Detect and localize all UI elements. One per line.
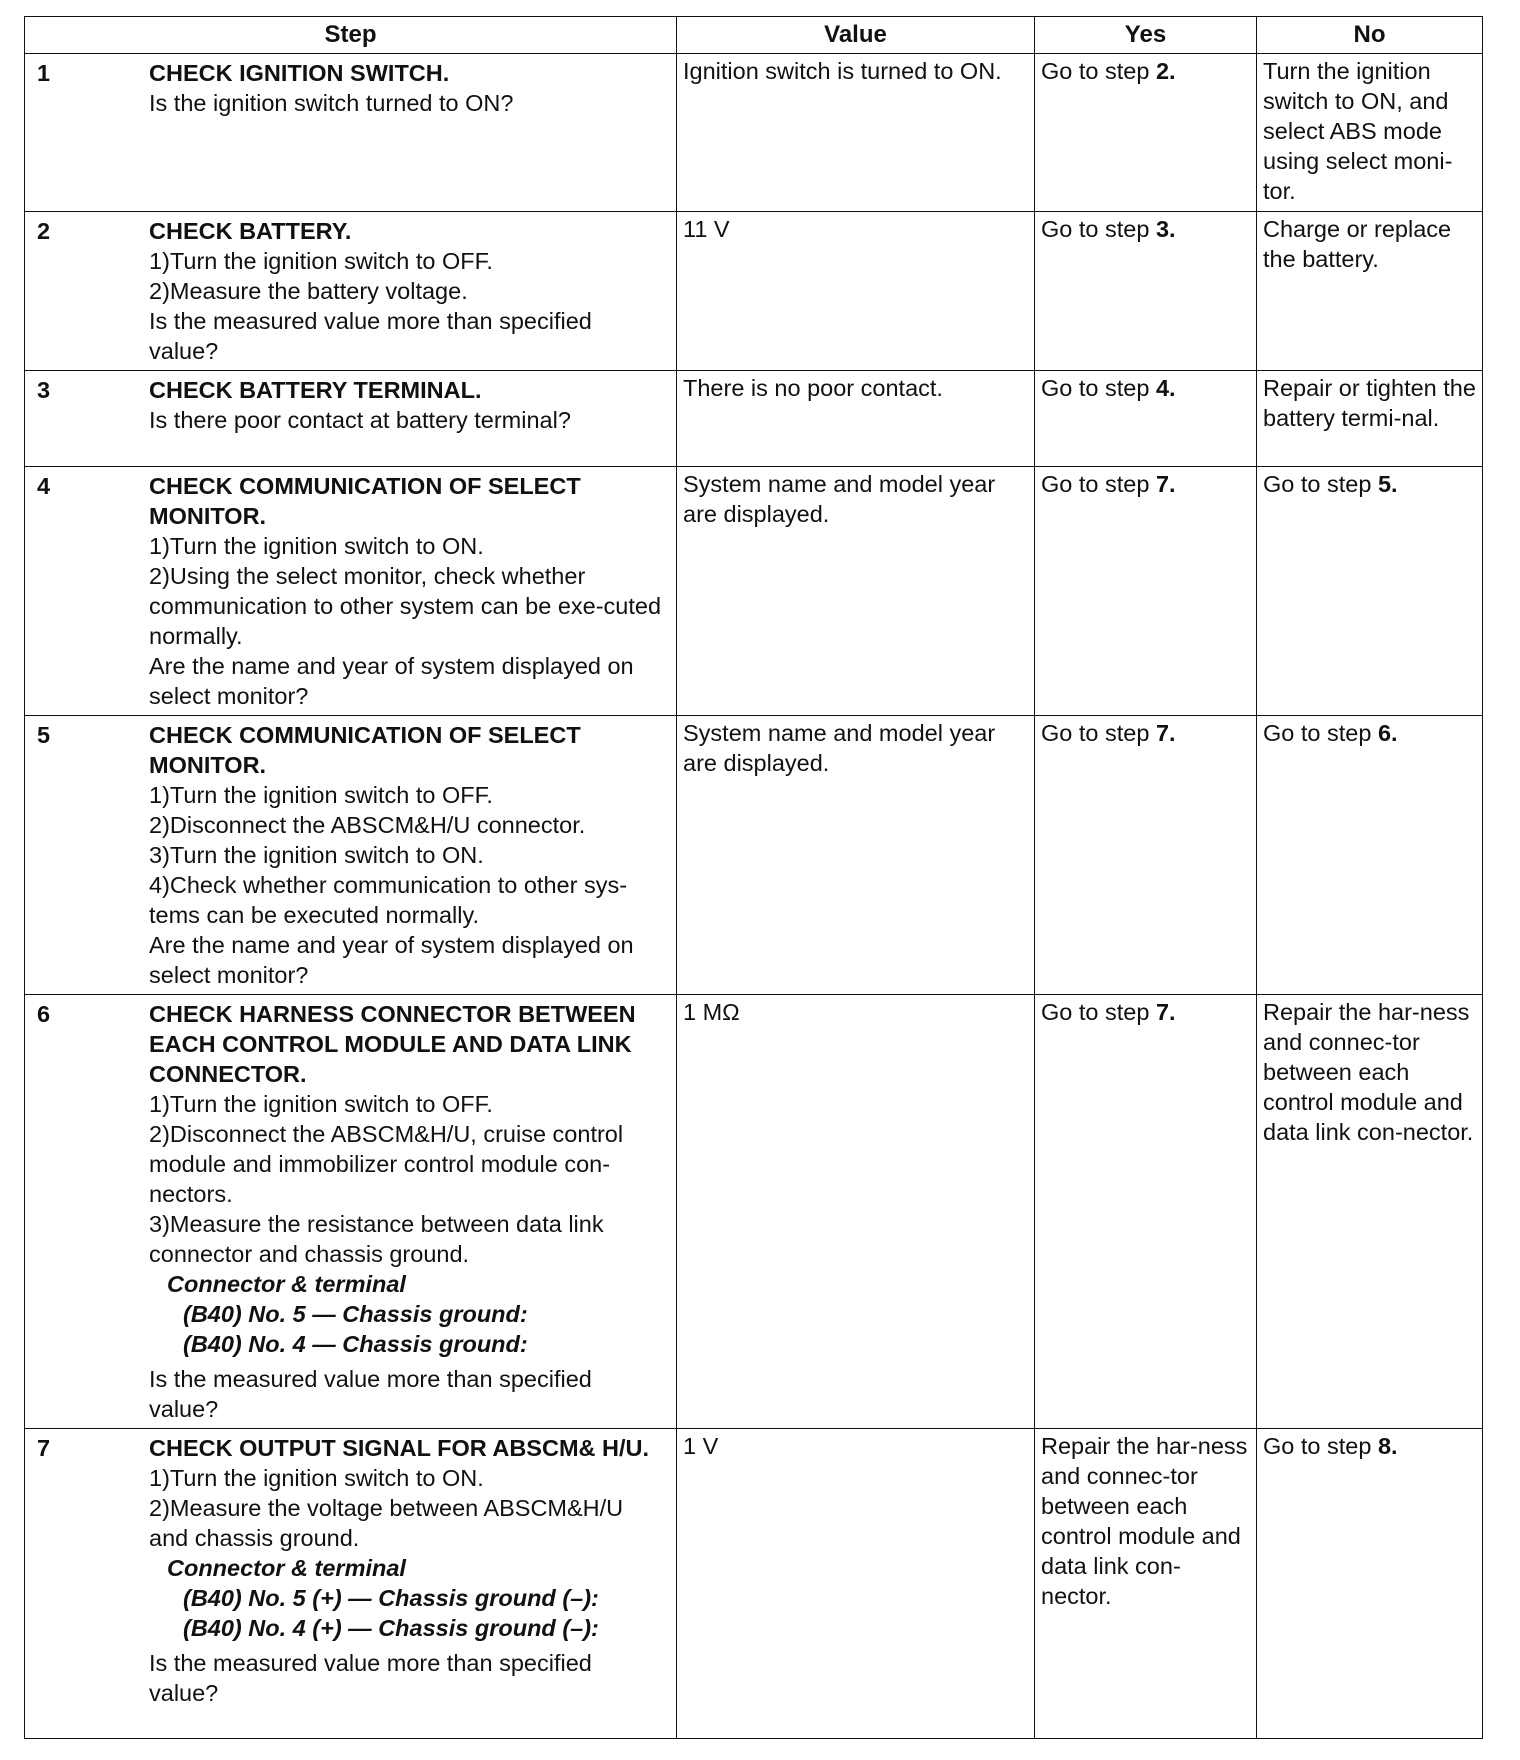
header-step: Step xyxy=(25,17,677,54)
value-cell: System name and model year are displayed. xyxy=(677,467,1035,716)
step-number: 7 xyxy=(37,1435,51,1461)
step-cell xyxy=(25,716,677,995)
step-line: 2)Disconnect the ABSCM&H/U, cruise control module and immobilizer control module con-nectors. xyxy=(149,1121,624,1207)
yes-prefix: Go to step xyxy=(1041,471,1156,497)
connector-terminal-heading: Connector & terminal xyxy=(167,1271,406,1297)
step-cell xyxy=(25,1429,677,1739)
yes-step-link: 7. xyxy=(1155,720,1176,746)
yes-cell xyxy=(1035,54,1257,212)
step-line: 2)Disconnect the ABSCM&H/U connector. xyxy=(149,812,586,838)
no-cell: Repair or tighten the battery termi-nal. xyxy=(1257,371,1483,467)
no-prefix: Go to step xyxy=(1263,471,1378,497)
connector-terminal-heading: Connector & terminal xyxy=(167,1555,406,1581)
yes-prefix: Go to step xyxy=(1041,58,1156,84)
value-cell: System name and model year are displayed. xyxy=(677,716,1035,995)
step-line: 1)Turn the ignition switch to ON. xyxy=(149,1465,484,1491)
step-line: 1)Turn the ignition switch to OFF. xyxy=(149,1091,493,1117)
step-title: CHECK BATTERY TERMINAL. xyxy=(149,377,482,403)
yes-step-link: 3. xyxy=(1155,216,1176,242)
value-cell: Ignition switch is turned to ON. xyxy=(677,54,1035,212)
step-line: 2)Measure the battery voltage. xyxy=(149,278,468,304)
table-row xyxy=(25,716,1483,995)
step-cell xyxy=(25,54,677,212)
step-number: 4 xyxy=(37,473,51,499)
step-number: 2 xyxy=(37,218,51,244)
no-cell xyxy=(1257,467,1483,716)
yes-prefix: Go to step xyxy=(1041,720,1156,746)
step-line: 2)Measure the voltage between ABSCM&H/U and chassis ground. xyxy=(149,1495,624,1551)
no-step-link: 8. xyxy=(1377,1433,1398,1459)
step-title: CHECK OUTPUT SIGNAL FOR ABSCM& H/U. xyxy=(149,1435,650,1461)
step-title: CHECK COMMUNICATION OF SELECT MONITOR. xyxy=(149,722,581,778)
diagnostic-table xyxy=(24,16,1483,1739)
yes-cell xyxy=(1035,467,1257,716)
header-yes: Yes xyxy=(1035,17,1257,54)
header-no: No xyxy=(1257,17,1483,54)
step-line: 3)Measure the resistance between data link connector and chassis ground. xyxy=(149,1211,604,1267)
step-line: 3)Turn the ignition switch to ON. xyxy=(149,842,484,868)
step-title: CHECK BATTERY. xyxy=(149,218,352,244)
step-line: Is the measured value more than specified value? xyxy=(149,308,592,364)
step-question: Is the measured value more than specified value? xyxy=(149,1366,592,1422)
yes-step-link: 2. xyxy=(1155,58,1176,84)
step-line: Is the ignition switch turned to ON? xyxy=(149,90,514,116)
yes-step-link: 7. xyxy=(1155,999,1176,1025)
step-cell xyxy=(25,467,677,716)
step-line: 1)Turn the ignition switch to OFF. xyxy=(149,248,493,274)
table-row xyxy=(25,371,1483,467)
no-cell: Turn the ignition switch to ON, and select ABS mode using select moni-tor. xyxy=(1257,54,1483,212)
yes-step-link: 7. xyxy=(1155,471,1176,497)
step-number: 1 xyxy=(37,60,51,86)
table-row xyxy=(25,212,1483,371)
no-step-link: 5. xyxy=(1377,471,1398,497)
no-cell: Charge or replace the battery. xyxy=(1257,212,1483,371)
no-cell xyxy=(1257,716,1483,995)
step-cell xyxy=(25,212,677,371)
yes-cell xyxy=(1035,995,1257,1429)
yes-cell xyxy=(1035,716,1257,995)
no-cell: Repair the har-ness and connec-tor between each control module and data link con-nector. xyxy=(1257,995,1483,1429)
step-cell xyxy=(25,371,677,467)
step-number: 5 xyxy=(37,722,51,748)
step-title: CHECK COMMUNICATION OF SELECT MONITOR. xyxy=(149,473,581,529)
no-prefix: Go to step xyxy=(1263,1433,1378,1459)
step-line: 4)Check whether communication to other sys-tems can be executed normally. xyxy=(149,872,628,928)
step-title: CHECK IGNITION SWITCH. xyxy=(149,60,450,86)
step-line: Are the name and year of system displayed on select monitor? xyxy=(149,932,634,988)
step-question: Is the measured value more than specified value? xyxy=(149,1650,592,1706)
no-cell xyxy=(1257,1429,1483,1739)
yes-cell xyxy=(1035,371,1257,467)
step-line: 2)Using the select monitor, check whether communication to other system can be exe-cuted normally. xyxy=(149,563,662,649)
table-row xyxy=(25,467,1483,716)
yes-prefix: Go to step xyxy=(1041,999,1156,1025)
connector-terminal-spec: (B40) No. 4 — Chassis ground: xyxy=(183,1331,528,1357)
step-line: 1)Turn the ignition switch to ON. xyxy=(149,533,484,559)
yes-cell xyxy=(1035,212,1257,371)
header-row xyxy=(25,17,1483,54)
connector-terminal-spec: (B40) No. 5 — Chassis ground: xyxy=(183,1301,528,1327)
yes-step-link: 4. xyxy=(1155,375,1176,401)
value-cell: 1 V xyxy=(677,1429,1035,1739)
no-prefix: Go to step xyxy=(1263,720,1378,746)
table-row xyxy=(25,995,1483,1429)
no-step-link: 6. xyxy=(1377,720,1398,746)
header-value: Value xyxy=(677,17,1035,54)
step-number: 3 xyxy=(37,377,51,403)
value-cell: 11 V xyxy=(677,212,1035,371)
connector-terminal-spec: (B40) No. 5 (+) — Chassis ground (–): xyxy=(183,1585,599,1611)
yes-prefix: Go to step xyxy=(1041,375,1156,401)
connector-terminal-spec: (B40) No. 4 (+) — Chassis ground (–): xyxy=(183,1615,599,1641)
table-row xyxy=(25,54,1483,212)
yes-cell: Repair the har-ness and connec-tor between each control module and data link con-nector. xyxy=(1035,1429,1257,1739)
table-row xyxy=(25,1429,1483,1739)
step-line: Are the name and year of system displayed on select monitor? xyxy=(149,653,634,709)
step-line: 1)Turn the ignition switch to OFF. xyxy=(149,782,493,808)
step-cell xyxy=(25,995,677,1429)
value-cell: There is no poor contact. xyxy=(677,371,1035,467)
step-number: 6 xyxy=(37,1001,51,1027)
step-line: Is there poor contact at battery terminal? xyxy=(149,407,571,433)
yes-prefix: Go to step xyxy=(1041,216,1156,242)
step-title: CHECK HARNESS CONNECTOR BETWEEN EACH CONTROL MODULE AND DATA LINK CONNECTOR. xyxy=(149,1001,636,1087)
value-cell: 1 MΩ xyxy=(677,995,1035,1429)
